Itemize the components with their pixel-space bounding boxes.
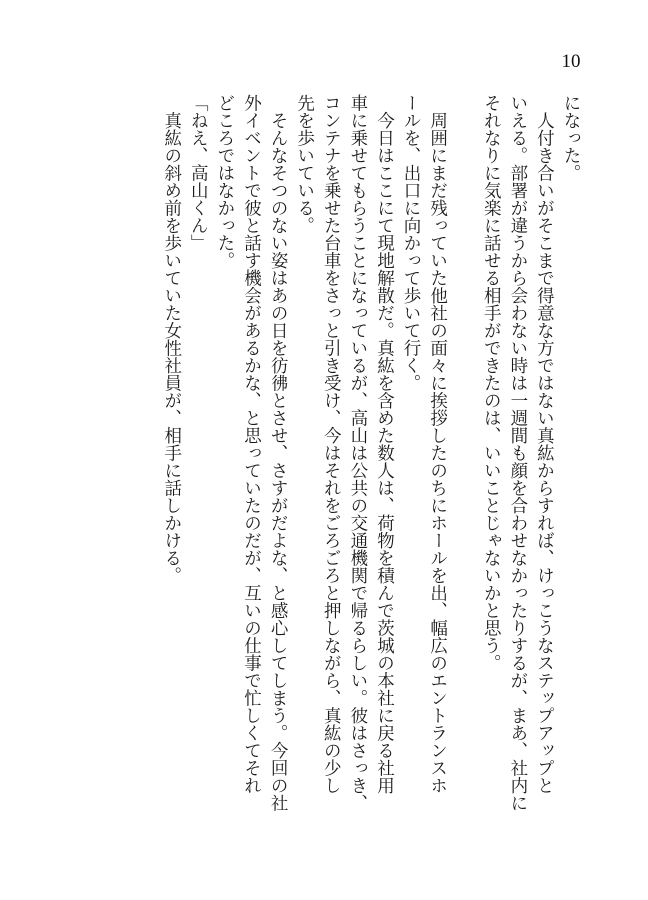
text-line: それなりに気楽に話せる相手ができたのは、いいことじゃないかと思う。	[481, 94, 502, 672]
text-line: 外イベントで彼と話す機会があるかな、と思っていたのだが、互いの仕事で忙しくてそれ	[241, 94, 262, 794]
text-line: 「ねえ、高山くん」	[188, 94, 209, 252]
body-text	[158, 94, 584, 814]
text-line: 先を歩いている。	[294, 94, 315, 234]
text-line: いえる。部署が違うから会わない時は一週間も顔を合わせなかったりするが、まあ、社内に	[507, 94, 528, 812]
page-number: 10	[561, 51, 581, 72]
blank-line	[451, 94, 478, 814]
text-line: ールを、出口に向かって歩いて行く。	[401, 94, 422, 392]
text-line: 人付き合いがそこまで得意な方ではない真紘からすれば、けっこうなステップアップと	[534, 94, 555, 794]
text-line: になった。	[561, 94, 581, 182]
text-line: 今日はここにて現地解散だ。真紘を含めた数人は、荷物を積んで茨城の本社に戻る社用	[374, 94, 395, 794]
text-line: どころではなかった。	[214, 94, 235, 269]
text-line: そんなそつのない姿はあの日を彷彿とさせ、さすがだよな、と感心してしまう。今回の社	[268, 94, 289, 812]
text-line: コンテナを乗せた台車をさっと引き受け、今はそれをごろごろと押しながら、真紘の少し	[321, 94, 342, 794]
text-line: 車に乗せてもらうことになっているが、高山は公共の交通機関で帰るらしい。彼はさっき、	[347, 94, 368, 812]
text-line: 真紘の斜め前を歩いていた女性社員が、相手に話しかける。	[161, 94, 182, 584]
text-line: 周囲にまだ残っていた他社の面々に挨拶したのちにホールを出、幅広のエントランスホ	[427, 94, 448, 794]
